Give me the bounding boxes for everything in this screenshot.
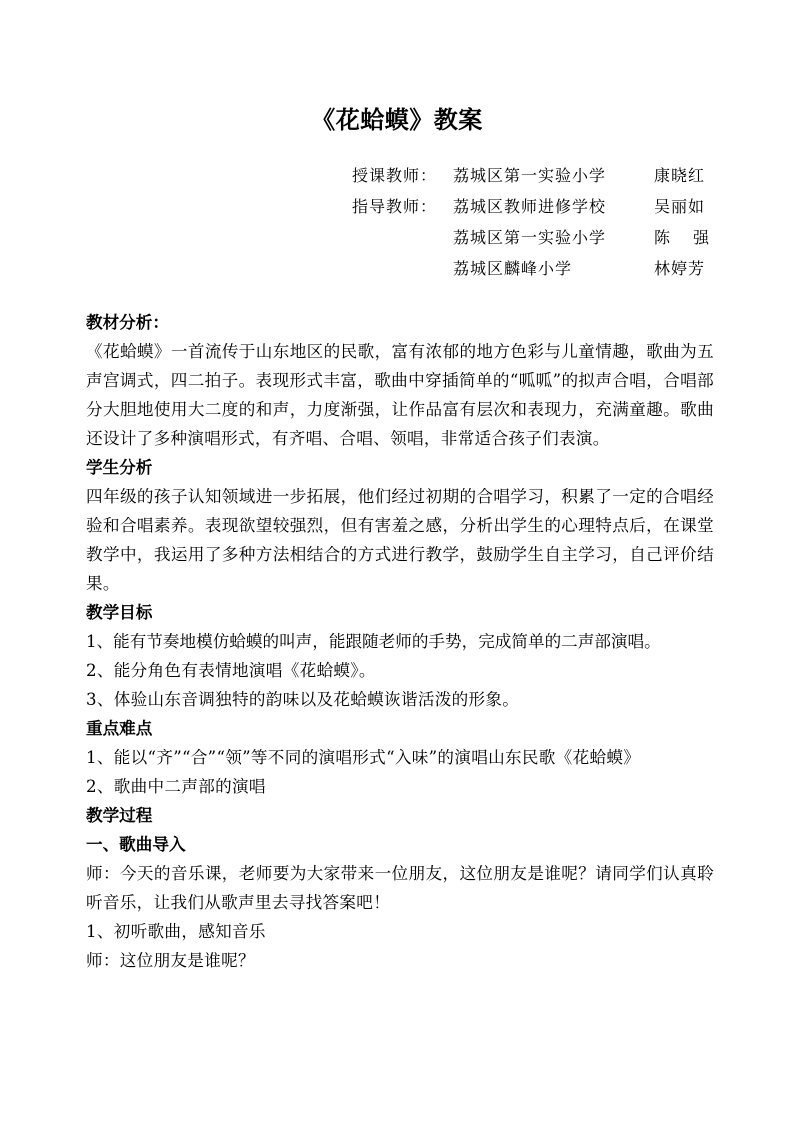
section-heading-goals: 教学目标 bbox=[86, 603, 153, 622]
section-heading-analysis: 教材分析： bbox=[86, 313, 169, 332]
subsection-heading-intro: 一、歌曲导入 bbox=[86, 835, 186, 854]
question-line: 师：这位朋友是谁呢？ bbox=[86, 951, 255, 970]
teacher-role: 指导教师： bbox=[352, 197, 438, 216]
teacher-school: 荔城区第一实验小学 bbox=[453, 228, 607, 247]
intro-paragraph: 师：今天的音乐课，老师要为大家带来一位朋友，这位朋友是谁呢？请同学们认真聆听音乐，让我们从歌声里去寻找答案吧！ bbox=[86, 864, 714, 912]
document-title: 《花蛤蟆》教案 bbox=[311, 106, 483, 134]
teacher-school: 荔城区第一实验小学 bbox=[453, 166, 607, 185]
teacher-school: 荔城区麟峰小学 bbox=[453, 259, 573, 278]
goal-item: 1、能有节奏地模仿蛤蟆的叫声，能跟随老师的手势，完成简单的二声部演唱。 bbox=[86, 632, 661, 651]
student-paragraph: 四年级的孩子认知领域进一步拓展，他们经过初期的合唱学习，积累了一定的合唱经验和合唱素养。表现欲望较强烈，但有害羞之感，分析出学生的心理特点后，在课堂教学中，我运用了多种方法相结合的方式进行教学，鼓励学生自主学习，自己评价结果。 bbox=[86, 487, 714, 593]
goal-item: 2、能分角色有表情地演唱《花蛤蟆》。 bbox=[86, 661, 376, 680]
teacher-row bbox=[352, 191, 722, 222]
teacher-row bbox=[352, 160, 722, 191]
section-heading-key-points: 重点难点 bbox=[86, 719, 153, 738]
key-point-item: 2、歌曲中二声部的演唱 bbox=[86, 777, 266, 796]
goal-item: 3、体验山东音调独特的韵味以及花蛤蟆诙谐活泼的形象。 bbox=[86, 690, 520, 709]
key-point-item: 1、能以“齐”“合”“领”等不同的演唱形式“入味”的演唱山东民歌《花蛤蟆》 bbox=[86, 748, 641, 767]
step-item: 1、初听歌曲，感知音乐 bbox=[86, 922, 266, 941]
teacher-row bbox=[352, 222, 733, 253]
teacher-role: 授课教师： bbox=[352, 166, 438, 185]
teacher-name: 吴丽如 bbox=[654, 197, 706, 216]
teacher-name: 康晓红 bbox=[654, 166, 706, 185]
teacher-name: 林婷芳 bbox=[654, 259, 706, 278]
analysis-paragraph: 《花蛤蟆》一首流传于山东地区的民歌，富有浓郁的地方色彩与儿童情趣，歌曲为五声宫调式，四二拍子。表现形式丰富，歌曲中穿插简单的“呱呱”的拟声合唱，合唱部分大胆地使用大二度的和声，力度渐强，让作品富有层次和表现力，充满童趣。歌曲还设计了多种演唱形式，有齐唱、合唱、领唱，非常适合孩子们表演。 bbox=[86, 342, 714, 448]
document-body bbox=[86, 308, 714, 975]
teacher-info bbox=[352, 160, 733, 284]
teacher-name: 陈强 bbox=[654, 228, 733, 247]
section-heading-student: 学生分析 bbox=[86, 458, 153, 477]
section-heading-process: 教学过程 bbox=[86, 806, 153, 825]
teacher-school: 荔城区教师进修学校 bbox=[453, 197, 607, 216]
teacher-row bbox=[352, 253, 722, 284]
